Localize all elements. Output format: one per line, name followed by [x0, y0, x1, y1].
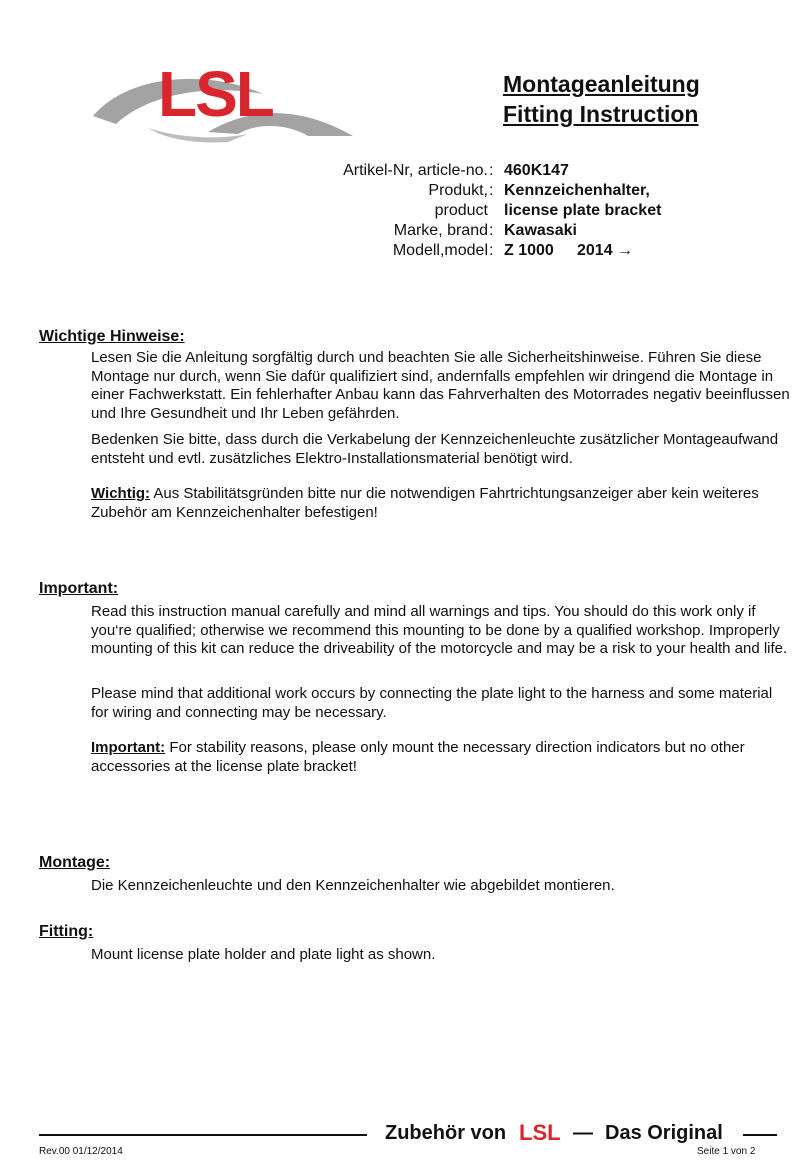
svg-text:LSL: LSL [158, 58, 273, 130]
colon: : [489, 182, 494, 199]
footer-rule-left [39, 1134, 367, 1136]
brand-value: Kawasaki [504, 222, 577, 239]
page-number: Seite 1 von 2 [697, 1146, 756, 1157]
brand-label: Marke, brand [393, 222, 488, 239]
product-value-de: Kennzeichenhalter, [504, 182, 650, 199]
svg-text:LSL: LSL [519, 1120, 561, 1144]
montage-heading: Montage: [39, 854, 111, 871]
montage-text: Die Kennzeichenleuchte und den Kennzeichenhalter wie abgebildet montieren. [91, 877, 615, 894]
paragraph-de-2: Bedenken Sie bitte, dass durch die Verkabelung der Kennzeichenleuchte zusätzlicher Montageaufwand entsteht und evtl. zusätzliches Elektro-Installationsmaterial benötigt wird. [91, 431, 779, 467]
footer-original: Das Original [605, 1122, 723, 1144]
model-label: Modell,model [392, 242, 488, 259]
product-value-en: license plate bracket [504, 202, 662, 219]
colon: : [489, 162, 494, 179]
colon: : [489, 222, 494, 239]
footer-rule-right [743, 1134, 777, 1136]
model-value: Z 1000 [504, 242, 554, 259]
lsl-logo [88, 54, 358, 144]
footer-zubehoer: Zubehör von [385, 1122, 507, 1144]
footer-lsl-logo [519, 1120, 563, 1144]
paragraph-de-3-text: Aus Stabilitätsgründen bitte nur die notwendigen Fahrtrichtungsanzeiger aber kein weiteres Zubehör am Kennzeichenhalter befestigen! [91, 485, 759, 521]
fitting-text: Mount license plate holder and plate light as shown. [91, 946, 436, 963]
model-year: 2014 → [577, 242, 634, 259]
title-de: Montageanleitung [503, 71, 700, 97]
section-heading-de: Wichtige Hinweise: [39, 328, 185, 345]
article-value: 460K147 [504, 162, 569, 179]
section-heading-en: Important: [39, 580, 119, 597]
paragraph-en-2: Please mind that additional work occurs by connecting the plate light to the harness and some material for wiring and connecting may be necessary. [91, 685, 773, 721]
title-en: Fitting Instruction [503, 101, 699, 127]
colon: : [489, 242, 494, 259]
revision-date: Rev.00 01/12/2014 [39, 1146, 123, 1157]
important-label-de: Wichtig: [91, 485, 151, 502]
product-label-en: product [434, 202, 488, 219]
fitting-heading: Fitting: [39, 923, 94, 940]
paragraph-en-1: Read this instruction manual carefully and mind all warnings and tips. You should do this work only if you‘re qualified; otherwise we recommend this mounting to be done by a qualified workshop. Improperly mounting of this kit can reduce the driveability of the motorcycle and may be a risk to your health and life. [91, 603, 788, 657]
important-label-en: Important: [91, 739, 166, 756]
product-label-de: Produkt, [428, 182, 488, 199]
paragraph-en-3-text: For stability reasons, please only mount the necessary direction indicators but no other accessories at the license plate bracket! [91, 739, 745, 775]
paragraph-de-1: Lesen Sie die Anleitung sorgfältig durch und beachten Sie alle Sicherheitshinweise. Führen Sie diese Montage nur durch, wenn Sie dafür qualifiziert sind, andernfalls empfehlen wir dringend die Montage in einer Fachwerkstatt. Ein fehlerhafter Anbau kann das Fahrverhalten des Motorrades negativ beeinflussen und Ihre Gesundheit und Ihr Leben gefährden. [91, 349, 790, 422]
article-label: Artikel-Nr, article-no. [343, 162, 488, 179]
paragraph-de-3 [91, 485, 791, 522]
footer-dash: — [573, 1122, 593, 1144]
paragraph-en-3 [91, 739, 791, 776]
